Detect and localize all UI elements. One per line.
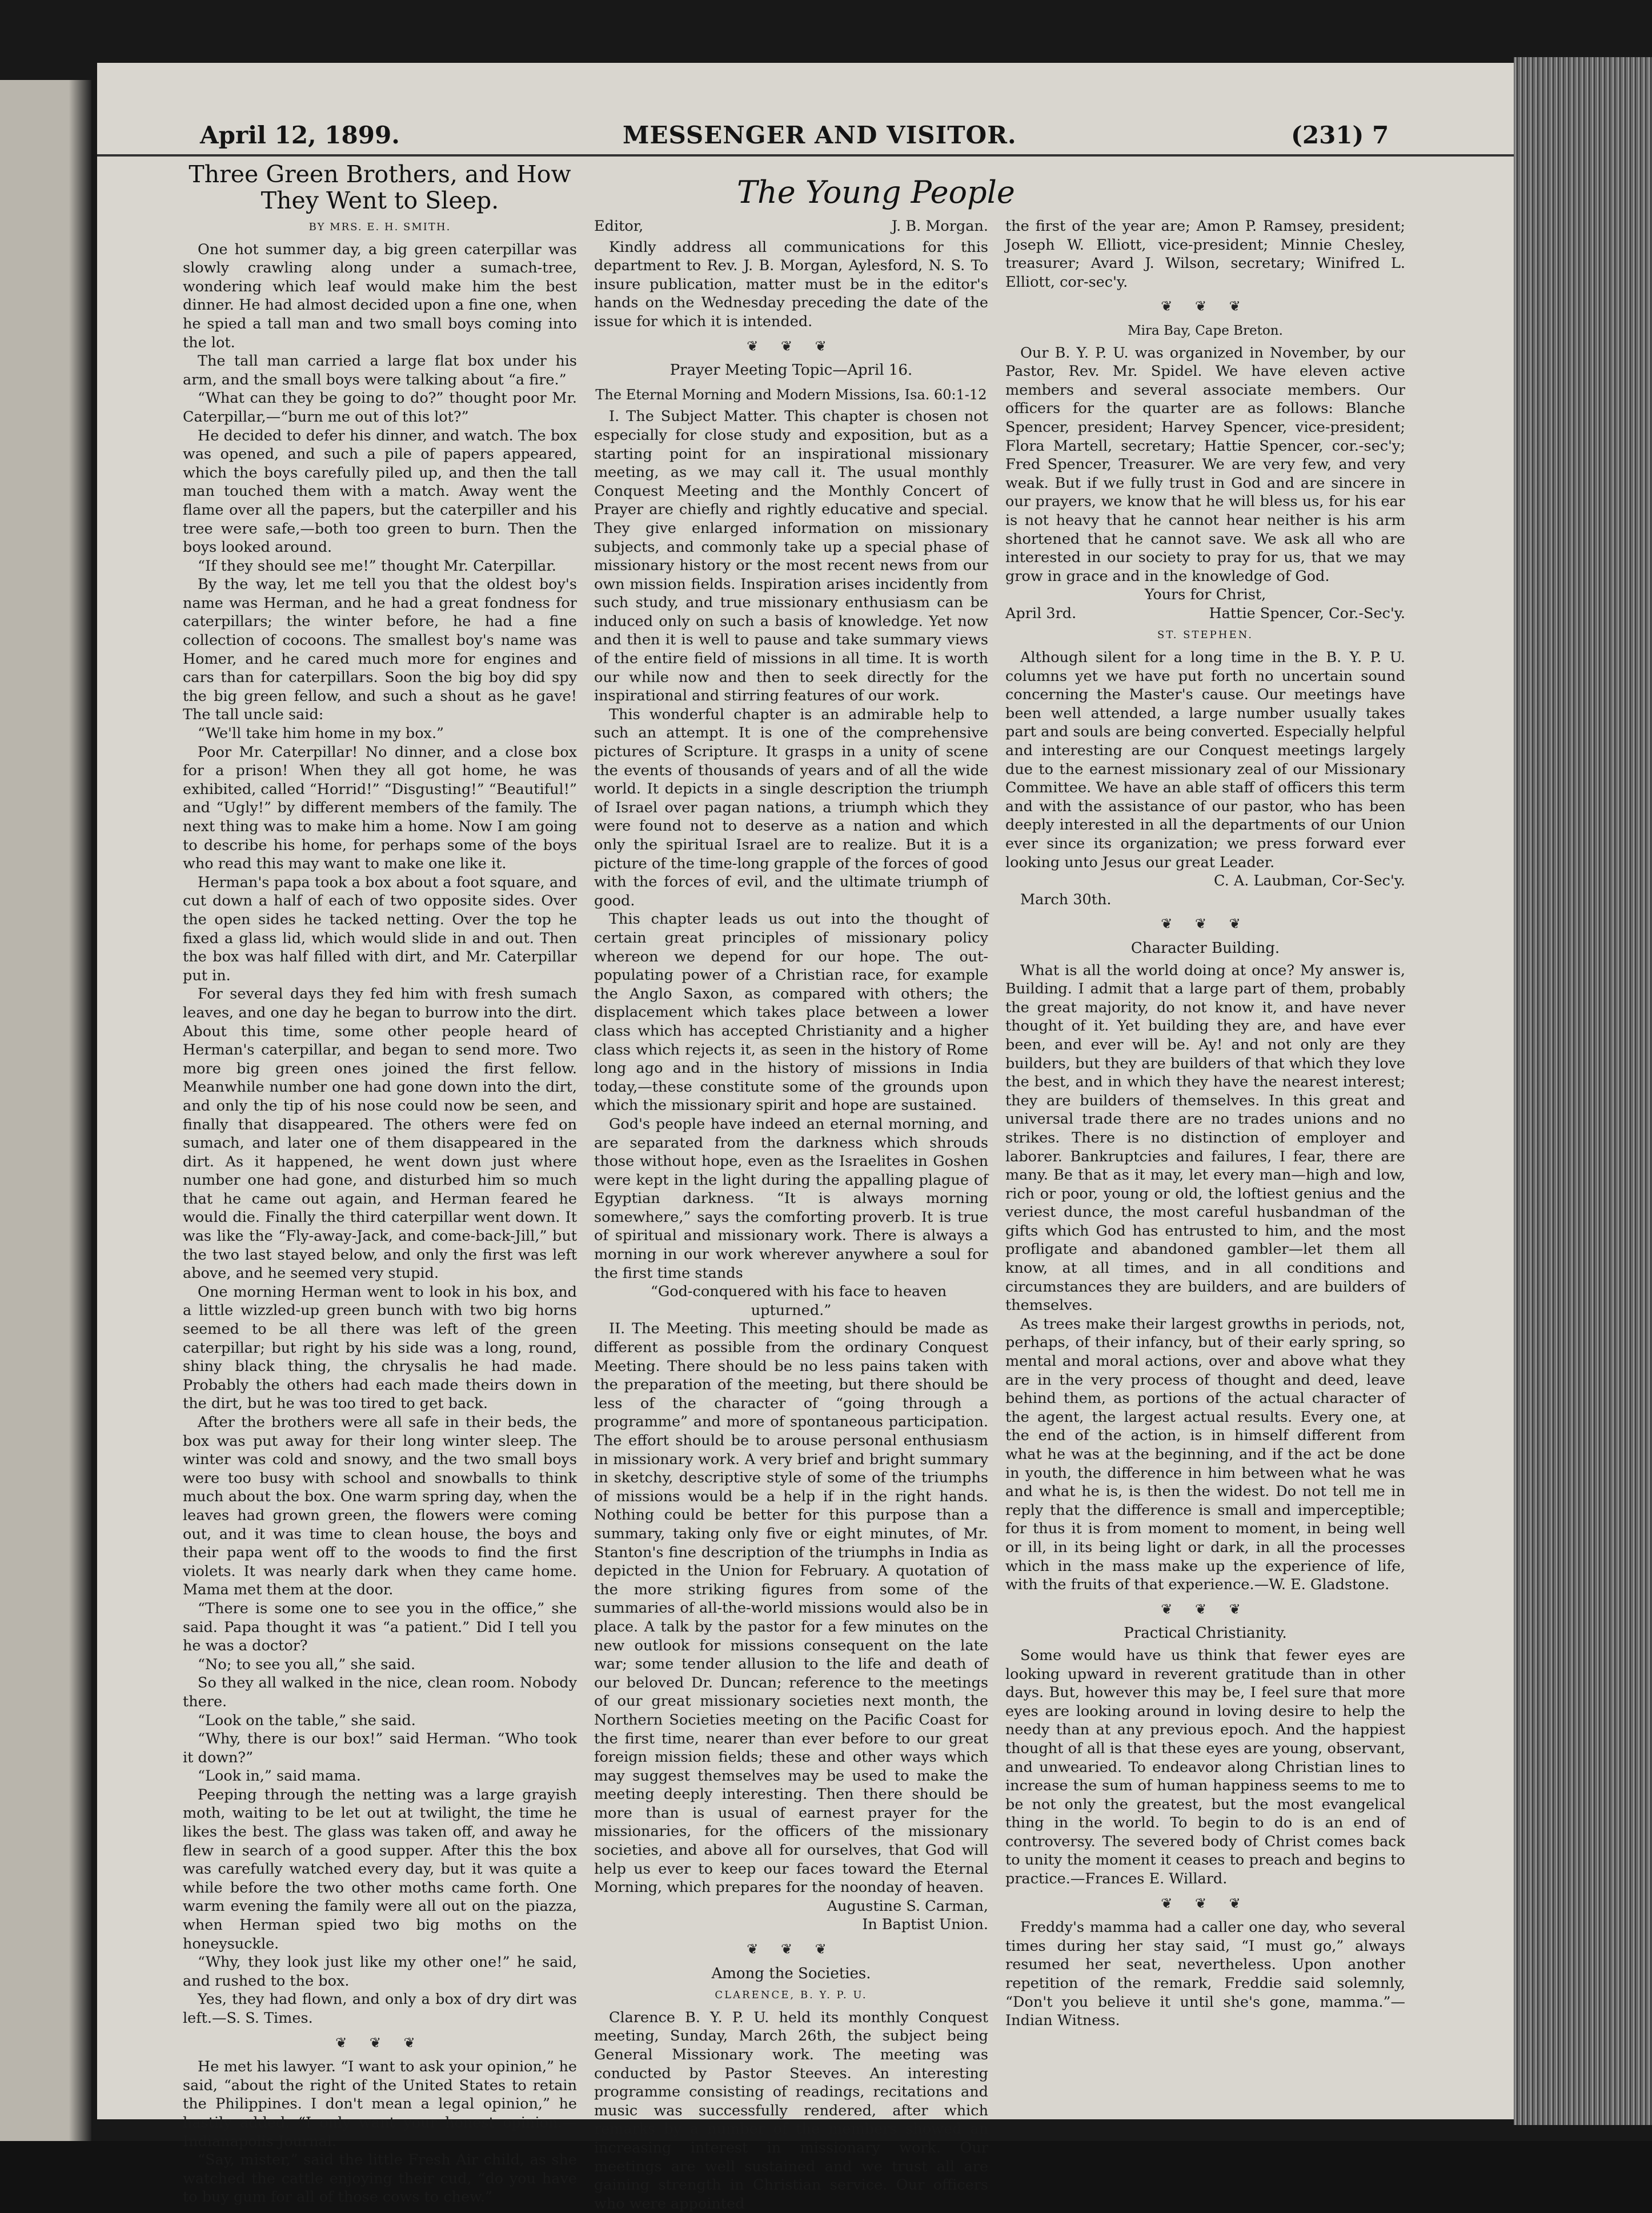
paragraph: He decided to defer his dinner, and watch. The box was opened, and such a pile of papers appeared, which the boys carefully piled up, and then the tall man touched them with a match. Away went the flame over all the papers, but the caterpiller and his tree were safe,—both too green to burn. Then the boys looked around. [183, 427, 577, 556]
paragraph: After the brothers were all safe in their beds, the box was put away for their long winter sleep. The winter was cold and snowy, and the two small boys were too busy with school and snowballs to think much about the box. One warm spring day, when the leaves had grown green, the flowers were coming out, and it was time to clean house, the boys and their papa went off to the woods to find the first violets. It was nearly dark when they came home. Mama met them at the door. [183, 1414, 577, 1599]
prayer-source: In Baptist Union. [862, 1916, 988, 1934]
paragraph: I. The Subject Matter. This chapter is chosen not especially for close study and exposition, but as a starting point for an inspirational missionary meeting, as we may call it. The usual monthly Conquest Meeting and the Monthly Concert of Prayer are chiefly and rightly educative and special. They give enlarged information on missionary subjects, and commonly take up a special phase of missionary history or the most recent news from our own mission fields. Inspiration arises incidently from such study, and true missionary enthusiasm can be induced only on such a basis of knowledge. Yet now and then it is well to pause and take summary views of the entire field of missions in all time. It is worth our while now and then to seek directly for the inspirational and stirring features of our work. [594, 408, 988, 705]
page-number: (231) 7 [1291, 121, 1389, 149]
paragraph: the first of the year are; Amon P. Ramsey, president; Joseph W. Elliott, vice-president; Minnie Chesley, treasurer; Avard J. Wilson, secretary; Winifred L. Elliott, cor-sec'y. [1005, 218, 1405, 291]
newspaper-page [97, 63, 1514, 2212]
character-building-title: Character Building. [1130, 939, 1280, 957]
paragraph: “Why, they look just like my other one!” he said, and rushed to the box. [183, 1954, 577, 1990]
paragraph: Herman's papa took a box about a foot square, and cut down a half of each of two opposite sides. Over the open sides he tacked netting. Over the top he fixed a glass lid, which would slide in and out. Then the box was half filled with dirt, and Mr. Caterpillar put in. [183, 873, 577, 984]
paragraph: “If they should see me!” thought Mr. Caterpillar. [198, 557, 556, 575]
ornament-divider: ❦ ❦ ❦ [1161, 298, 1250, 315]
mira-date: April 3rd. [1005, 604, 1077, 622]
ornament-divider: ❦ ❦ ❦ [1161, 1601, 1250, 1617]
editor-notice: Kindly address all communications for this department to Rev. J. B. Morgan, Aylesford, N. S. To insure publication, matter must be in the editor's hands on the Wednesday preceding the date of the issue for which it is intended. [594, 238, 988, 330]
book-page-edges [1514, 57, 1652, 2125]
paragraph: So they all walked in the nice, clean room. Nobody there. [183, 1674, 577, 1710]
paragraph: Our B. Y. P. U. was organized in November, by our Pastor, Rev. Mr. Spidel. We have eleven active members and several associate members. Our officers for the quarter are as follows: Blanche Spencer, president; Harvey Spencer, vice-president; Flora Martell, secretary; Hattie Spencer, cor.-sec'y; Fred Spencer, Treasurer. We are very few, and very weak. But if we fully trust in God and are sincere in our prayers, we know that he will bless us, for his ear is not heavy that he cannot hear neither is his arm shortened that he cannot save. We ask all who are interested in our society to pray for us, that we may grow in grace and in the knowledge of God. [1005, 344, 1405, 585]
header-rule [97, 154, 1514, 157]
paragraph: Peeping through the netting was a large grayish moth, waiting to be let out at twilight, the time he likes the best. The glass was taken off, and away he flew in search of a good supper. After this the box was carefully watched every day, but it was quite a while before the two other moths came forth. One warm evening the family were all out on the piazza, when Herman spied two big moths on the honeysuckle. [183, 1786, 577, 1953]
issue-date: April 12, 1899. [200, 121, 400, 149]
ornament-divider: ❦ ❦ ❦ [1161, 1895, 1250, 1911]
stephen-date: March 30th. [1020, 891, 1112, 908]
column-middle [594, 217, 988, 2213]
mira-closing: Yours for Christ, [1144, 586, 1266, 604]
gutter-shadow [69, 80, 91, 2141]
prayer-topic-title: Prayer Meeting Topic—April 16. [669, 362, 913, 379]
story-body [183, 240, 577, 2028]
paragraph: What is all the world doing at once? My answer is, Building. I admit that a large part of them, probably the great majority, do not know it, and have never thought of it. Yet building they are, and have ever been, and ever will be. Ay! and not only are they builders, but they are builders of that which they love the best, and in which they have the nearest interest; they are builders of themselves. In this great and universal trade there are no trades unions and no strikes. There is no distinction of employer and laborer. Bankruptcies and failures, I fear, there are many. Be that as it may, let every man—high and low, rich or poor, young or old, the loftiest genius and the veriest dunce, the most careful husbandman of the gifts which God has entrusted to him, and the most profligate and abandoned gambler—let them all know, at all times, and in all conditions and circumstances they are builders, and are builders of themselves. [1005, 961, 1405, 1314]
paragraph: “No; to see you all,” she said. [198, 1655, 416, 1673]
ornament-divider: ❦ ❦ ❦ [1161, 916, 1250, 932]
paragraph: Poor Mr. Caterpillar! No dinner, and a close box for a prison! When they all got home, he was exhibited, called “Horrid!” “Disgusting!” “Beautiful!” and “Ugly!” by different members of the family. The next thing was to make him a home. Now I am going to describe his home, for perhaps some of the boys who read this may want to make one like it. [183, 743, 577, 873]
paragraph: This wonderful chapter is an admirable help to such an attempt. It is one of the comprehensive pictures of Scripture. It grasps in a unity of scene the events of thousands of years and of all the wide world. It depicts in a single description the triumph of Israel over pagan nations, a triumph which they were found not to deserve as a nation and which only the spiritual Israel are to realize. But it is a picture of the time-long grapple of the forces of good with the forces of evil, and the ultimate triumph of good. [594, 705, 988, 909]
paragraph: “What can they be going to do?” thought poor Mr. Caterpillar,—“burn me out of this lot?” [183, 390, 577, 426]
young-people-banner: The Young People [737, 174, 1015, 210]
paragraph: “Look on the table,” she said. [198, 1711, 416, 1729]
paragraph: For several days they fed him with fresh sumach leaves, and one day he began to burrow into the dirt. About this time, some other people heard of Herman's caterpillar, and began to send more. Two more big green ones joined the first fellow. Meanwhile number one had gone down into the dirt, and only the tip of his nose could now be seen, and finally that disappeared. The others were fed on sumach, and later one of them disappeared in the dirt. As it happened, he went down just where number one had gone, and disturbed him so much that he came out again, and Herman feared he would die. Finally the third caterpillar went down. It was like the “Fly-away-Jack, and come-back-Jill,” but the two last stayed below, and only the first was left above, and he seemed very stupid. [183, 985, 577, 1282]
prayer-signature: Augustine S. Carman, [827, 1897, 988, 1915]
paragraph: II. The Meeting. This meeting should be made as different as possible from the ordinary Conquest Meeting. There should be no less pains taken with the preparation of the meeting, but there should be less of the character of “going through a programme” and more of spontaneous participation. The effort should be to arouse personal enthusiasm in missionary work. A very brief and bright summary in sketchy, descriptive style of some of the triumphs of missions would be a help if in the right hands. Nothing could be better for this purpose than a summary, taking only five or eight minutes, of Mr. Stanton's fine description of the triumphs in India as depicted in the Union for February. A quotation of the more striking figures from some of the summaries of all-the-world missions would also be in place. A talk by the pastor for a few minutes on the new outlook for missions consequent on the late war; some tender allusion to the life and death of our beloved Dr. Duncan; reference to the meetings of our great missionary societies next month, the Northern Societies meeting on the Pacific Coast for the first time, nearer than ever before to our great foreign mission fields; these and other ways which may suggest themselves may be used to make the meeting deeply interesting. Then there should be more than is usual of earnest prayer for the missionaries, for the officers of the missionary societies, and above all for ourselves, that God will help us ever to keep our faces toward the Eternal Morning, which prepares for the noonday of heaven. [594, 1320, 988, 1897]
paragraph: “There is some one to see you in the office,” she said. Papa thought it was “a patient.” Did I tell you he was a doctor? [183, 1599, 577, 1655]
story-title: Three Green Brothers, and How They Went to Sleep. [189, 161, 571, 214]
mira-signature-line [1005, 604, 1405, 623]
prayer-topic-subtitle: The Eternal Morning and Modern Missions, Isa. 60:1-12 [595, 386, 987, 403]
mira-signature: Hattie Spencer, Cor.-Sec'y. [1209, 604, 1405, 622]
mira-bay-label: Mira Bay, Cape Breton. [1128, 323, 1283, 338]
column-right [1005, 217, 1405, 2030]
paragraph: By the way, let me tell you that the oldest boy's name was Herman, and he had a great fondness for caterpillars; the winter before, he had a fine collection of cocoons. The smallest boy's name was Homer, and he cared much more for engines and cars than for caterpillars. Soon the big boy did spy the big green fellow, and such a shout as he gave! The tall uncle said: [183, 576, 577, 724]
paragraph: One morning Herman went to look in his box, and a little wizzled-up green bunch with two big horns seemed to be all there was left of the green caterpillar; but right by his side was a long, round, shiny black thing, the chrysalis he had made. Probably the others had each made theirs down in the dirt, but he was too tired to get back. [183, 1283, 577, 1413]
paragraph: “Why, there is our box!” said Herman. “Who took it down?” [183, 1730, 577, 1766]
column-left [183, 160, 577, 2207]
paragraph: One hot summer day, a big green caterpillar was slowly crawling along under a sumach-tree, wondering which leaf would make him the best dinner. He had almost decided upon a fine one, when he spied a tall man and two small boys coming into the lot. [183, 240, 577, 351]
practical-christianity-title: Practical Christianity. [1124, 1625, 1287, 1642]
paragraph: Some would have us think that fewer eyes are looking upward in reverent gratitude than in other days. But, however this may be, I feel sure that more eyes are looking around in loving desire to help the needy than at any previous epoch. And the happiest thought of all is that these eyes are young, observant, and unwearied. To endeavor along Christian lines to increase the sum of human happiness seems to me to be not only the greatest, but the most evangelical thing in the world. To begin to do is an end of controversy. The severed body of Christ comes back to unity the moment it ceases to preach and begins to practice.—Frances E. Willard. [1005, 1646, 1405, 1888]
clarence-label: CLARENCE, B. Y. P. U. [715, 1989, 868, 2002]
st-stephen-label: ST. STEPHEN. [1157, 629, 1253, 642]
paragraph: As trees make their largest growths in periods, not, perhaps, of their infancy, but of their early spring, so mental and moral actions, over and above what they are in the very process of thought and deed, leave behind them, as portions of the actual character of the agent, the largest actual results. Every one, at the end of the action, is in himself different from what he was at the beginning, and if the act be done in youth, the difference in him between what he was and what he is, is then the widest. Do not tell me in reply that the difference is small and imperceptible; for thus it is from moment to moment, in being well or ill, in its being light or dark, in all the processes which in the mass make up the experience of life, with the fruits of that experience.—W. E. Gladstone. [1005, 1315, 1405, 1594]
paragraph: Although silent for a long time in the B. Y. P. U. columns yet we have put forth no uncertain sound concerning the Master's cause. Our meetings have been well attended, a large number usually takes part and souls are being converted. Especially helpful and interesting are our Conquest meetings largely due to the earnest missionary zeal of our Missionary Committee. We have an able staff of officers this term and with the assistance of our pastor, who has been deeply interested in all the departments of our Union ever since its organization; we press forward ever looking unto Jesus our great Leader. [1005, 649, 1405, 871]
masthead: MESSENGER AND VISITOR. [623, 121, 1017, 149]
societies-title: Among the Societies. [711, 1965, 871, 1982]
paragraph: This chapter leads us out into the thought of certain great principles of missionary policy whereon we depend for our hope. The out-populating power of a Christian race, for example the Anglo Saxon, as compared with others; the displacement which takes place between a lower class which has accepted Christianity and a higher class which rejects it, as seen in the history of Rome long ago and in the history of missions in India today,—these constitute some of the grounds upon which the missionary spirit and hope are sustained. [594, 911, 988, 1114]
paragraph: Clarence B. Y. P. U. held its monthly Conquest meeting, Sunday, March 26th, the subject being General Missionary work. The meeting was conducted by Pastor Steeves. An interesting programme consisting of readings, recitations and music was successfully rendered, after which remarks by a number of the members showed an increasing interest in missionary work. Our meetings are well sustained and we trust all are gaining strength in Christian service. Our officers who were appointed [594, 2008, 988, 2212]
ornament-divider: ❦ ❦ ❦ [335, 2034, 424, 2051]
editor-line [594, 217, 988, 236]
paragraph: “God-conquered with his face to heaven upturned.” [650, 1283, 947, 1319]
ornament-divider: ❦ ❦ ❦ [747, 338, 836, 354]
paragraph: Freddy's mamma had a caller one day, who several times during her stay said, “I must go,” always resumed her seat, nevertheless. Upon another repetition of the remark, Freddie said solemnly, “Don't you believe it until she's gone, mamma.”—Indian Witness. [1005, 1919, 1405, 2030]
paragraph: “Say, mister,” said the little Fresh Air child, as she watched the cattle enjoying their cud, “do you have to buy gum for all of those cows to chew.” [183, 2151, 577, 2206]
paragraph: The tall man carried a large flat box under his arm, and the small boys were talking about “a fire.” [183, 352, 577, 388]
paragraph: Yes, they had flown, and only a box of dry dirt was left.—S. S. Times. [183, 1991, 577, 2027]
previous-page-edge [0, 80, 91, 2141]
paragraph: God's people have indeed an eternal morning, and are separated from the darkness which shrouds those without hope, even as the Israelites in Goshen were kept in the light during the appalling plague of Egyptian darkness. “It is always morning somewhere,” says the comforting proverb. It is true of spiritual and missionary work. There is always a morning in our work wherever anywhere a soul for the first time stands [594, 1115, 988, 1282]
editor-label: Editor, [594, 218, 644, 235]
paragraph: “Look in,” said mama. [198, 1767, 361, 1785]
paragraph: “We'll take him home in my box.” [198, 725, 444, 743]
paragraph: He met his lawyer. “I want to ask your opinion,” he said, “about the right of the United States to retain the Philippines. I don't mean a legal opinion,” he hastily added. “I only want your honest opinion.—Indianapolis Journal. [183, 2058, 577, 2150]
story-byline: BY MRS. E. H. SMITH. [308, 221, 451, 233]
editor-name: J. B. Morgan. [891, 218, 988, 235]
stephen-signature: C. A. Laubman, Cor-Sec'y. [1214, 872, 1405, 890]
ornament-divider: ❦ ❦ ❦ [747, 1941, 836, 1958]
